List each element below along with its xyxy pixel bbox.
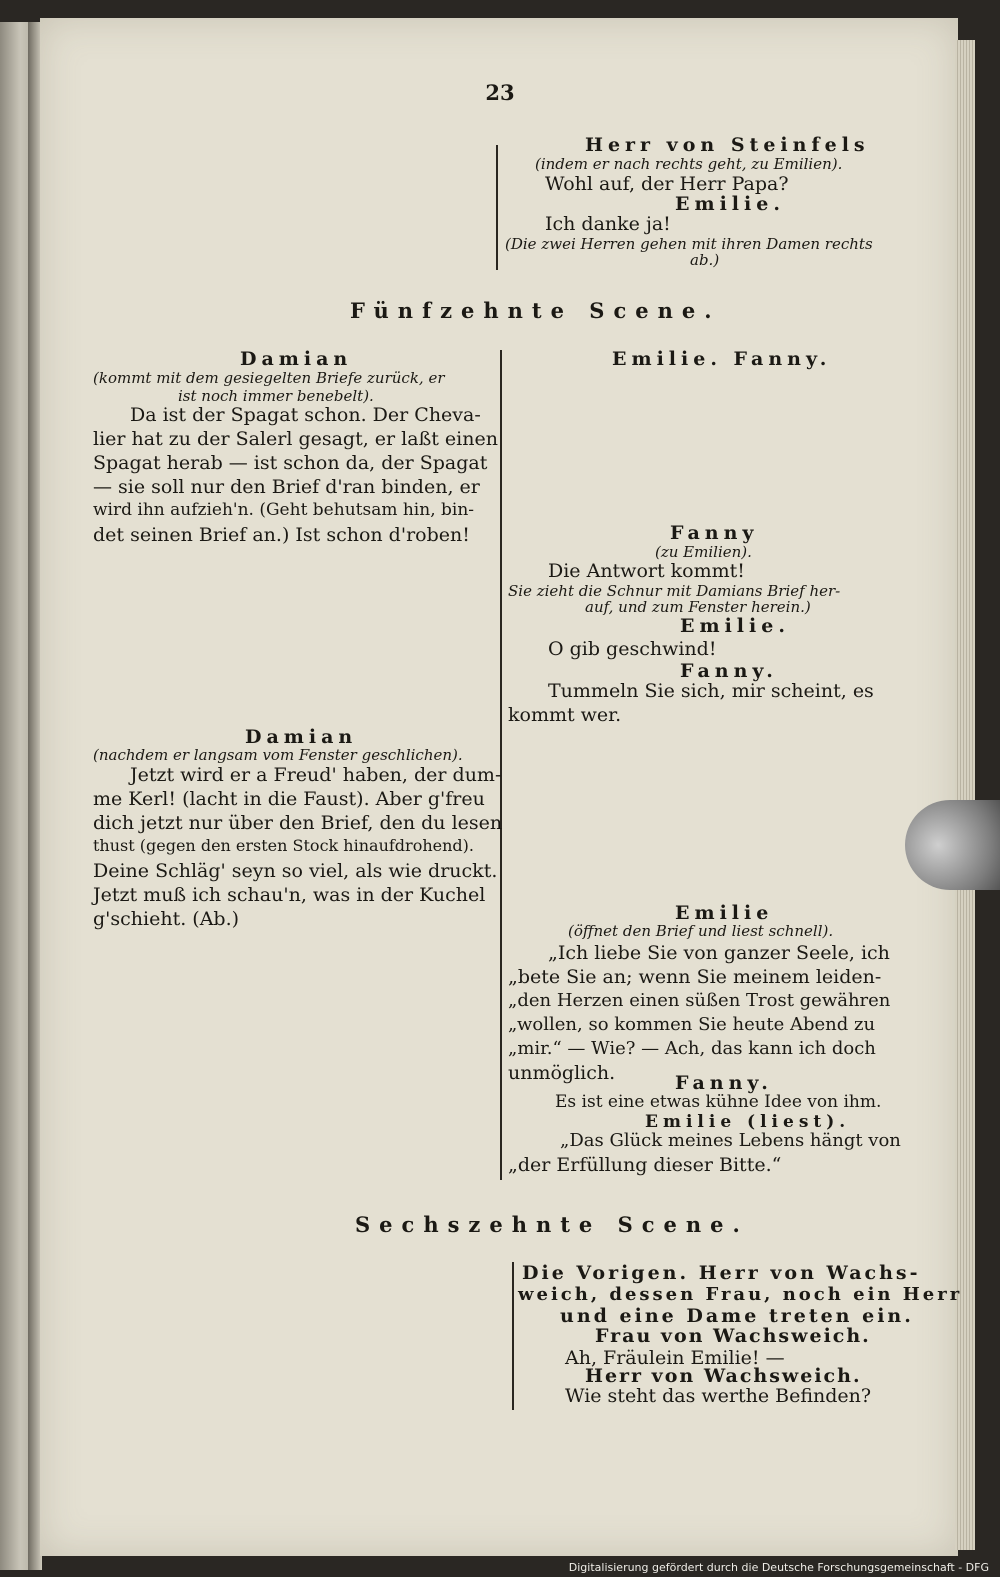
speech-line: thust (gegen den ersten Stock hinaufdrohend). bbox=[93, 836, 474, 855]
letter-line: „bete Sie an; wenn Sie meinem leiden- bbox=[508, 966, 882, 988]
letter-line: „den Herzen einen süßen Trost gewähren bbox=[508, 990, 891, 1011]
intro-line: weich, dessen Frau, noch ein Herr bbox=[518, 1284, 963, 1305]
speech-line: Da ist der Spagat schon. Der Cheva- bbox=[130, 404, 481, 426]
stage-direction: ab.) bbox=[690, 251, 720, 269]
letter-line: „wollen, so kommen Sie heute Abend zu bbox=[508, 1014, 876, 1035]
speaker-fanny: Fanny bbox=[670, 522, 759, 544]
stage-direction: (nachdem er langsam vom Fenster geschlichen). bbox=[93, 746, 463, 764]
scene-heading-16: Sechszehnte Scene. bbox=[355, 1212, 749, 1237]
speech-line: kommt wer. bbox=[508, 704, 622, 726]
stage-direction: (indem er nach rechts geht, zu Emilien). bbox=[535, 155, 843, 173]
letter-line: „mir.“ — Wie? — Ach, das kann ich doch bbox=[508, 1038, 876, 1059]
speaker-emilie: Emilie bbox=[675, 902, 774, 924]
speech-line: Ah, Fräulein Emilie! — bbox=[565, 1347, 785, 1369]
speech-line: lier hat zu der Salerl gesagt, er laßt einen bbox=[93, 428, 498, 450]
speech-line: Jetzt muß ich schau'n, was in der Kuchel bbox=[93, 884, 486, 906]
thumb-holding-page bbox=[905, 800, 1000, 890]
persons-list: Emilie. Fanny. bbox=[612, 348, 832, 370]
stage-direction: auf, und zum Fenster herein.) bbox=[585, 598, 811, 616]
speech-line: Die Antwort kommt! bbox=[548, 560, 745, 582]
digitization-credit: Digitalisierung gefördert durch die Deutsche Forschungsgemeinschaft - DFG bbox=[500, 1558, 995, 1577]
column-rule-scene16 bbox=[512, 1262, 514, 1410]
speech-line: Ich danke ja! bbox=[545, 213, 671, 235]
speech-line: — sie soll nur den Brief d'ran binden, er bbox=[93, 476, 480, 498]
intro-line: Die Vorigen. Herr von Wachs- bbox=[522, 1262, 921, 1284]
speech-line: me Kerl! (lacht in die Faust). Aber g'freu bbox=[93, 788, 485, 810]
speaker-herr-von-steinfels: Herr von Steinfels bbox=[585, 134, 870, 156]
speech-line: Tummeln Sie sich, mir scheint, es bbox=[548, 680, 874, 702]
stage-direction: ist noch immer benebelt). bbox=[178, 387, 374, 405]
speaker-emilie: Emilie (liest). bbox=[645, 1112, 851, 1132]
speaker-emilie: Emilie. bbox=[675, 193, 785, 215]
speech-line: O gib geschwind! bbox=[548, 638, 717, 660]
speech-line: Spagat herab — ist schon da, der Spagat bbox=[93, 452, 488, 474]
letter-line: unmöglich. bbox=[508, 1062, 616, 1084]
letter-line: „der Erfüllung dieser Bitte.“ bbox=[508, 1154, 782, 1176]
speech-line: g'schieht. (Ab.) bbox=[93, 908, 240, 930]
intro-line: und eine Dame treten ein. bbox=[560, 1305, 914, 1327]
stage-direction: (kommt mit dem gesiegelten Briefe zurück, er bbox=[93, 369, 445, 387]
speech-line: Wie steht das werthe Befinden? bbox=[565, 1385, 872, 1407]
speech-line: wird ihn aufzieh'n. (Geht behutsam hin, bin- bbox=[93, 500, 475, 520]
column-rule-top bbox=[496, 145, 498, 270]
speaker-frau-von-wachsweich: Frau von Wachsweich. bbox=[595, 1325, 871, 1347]
speech-line: Deine Schläg' seyn so viel, als wie druckt. bbox=[93, 860, 498, 882]
speech-line: Wohl auf, der Herr Papa? bbox=[545, 173, 789, 195]
speaker-emilie: Emilie. bbox=[680, 615, 790, 637]
speaker-damian: Damian bbox=[245, 726, 358, 748]
stage-direction: (zu Emilien). bbox=[655, 543, 752, 561]
speaker-fanny: Fanny. bbox=[675, 1072, 773, 1094]
letter-line: „Ich liebe Sie von ganzer Seele, ich bbox=[548, 942, 890, 964]
speech-line: dich jetzt nur über den Brief, den du lesen bbox=[93, 812, 503, 834]
page-number: 23 bbox=[485, 80, 515, 105]
letter-line: „Das Glück meines Lebens hängt von bbox=[560, 1130, 901, 1151]
speaker-herr-von-wachsweich: Herr von Wachsweich. bbox=[585, 1365, 862, 1387]
speaker-damian: Damian bbox=[240, 348, 353, 370]
page-stack-edge bbox=[955, 40, 975, 1550]
speaker-fanny: Fanny. bbox=[680, 660, 778, 682]
stage-direction: Sie zieht die Schnur mit Damians Brief her- bbox=[508, 582, 841, 600]
stage-direction: (Die zwei Herren gehen mit ihren Damen rechts bbox=[505, 235, 873, 253]
scene-heading-15: Fünfzehnte Scene. bbox=[350, 298, 721, 323]
speech-line: Jetzt wird er a Freud' haben, der dum- bbox=[130, 764, 502, 786]
speech-line: Es ist eine etwas kühne Idee von ihm. bbox=[555, 1092, 882, 1112]
stage-direction: (öffnet den Brief und liest schnell). bbox=[568, 922, 834, 940]
speech-line: det seinen Brief an.) Ist schon d'roben! bbox=[93, 524, 470, 546]
